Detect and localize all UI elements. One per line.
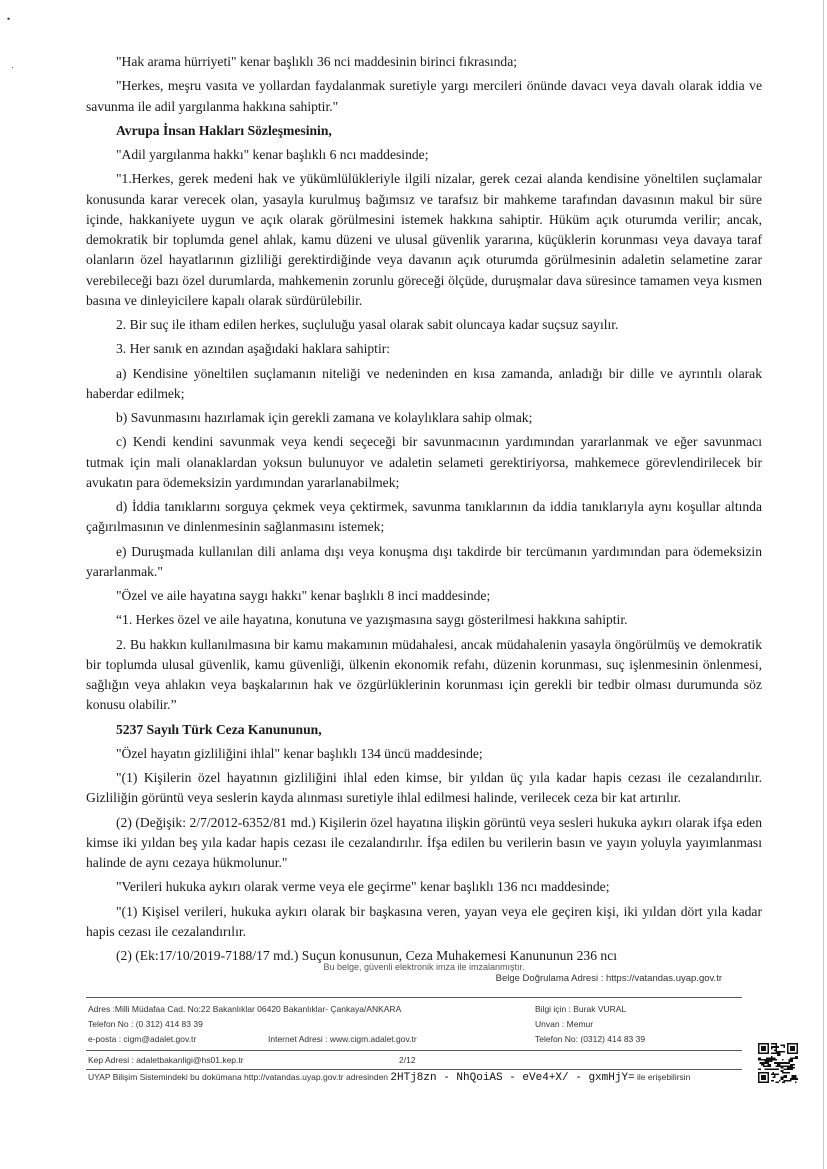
paragraph: c) Kendi kendini savunmak veya kendi seçeceği bir savunmacının yardımından yararlanmak ve eğer savunmacı tutmak için mali olanaklardan yoksun bulunuyor ve adaletin selameti gerektiriyorsa, mahkemece görevlendirilecek bir avukatın para ödemeksizin yardımından yararlanabilmek; <box>86 434 762 490</box>
footer-rule-top <box>86 997 742 998</box>
footer-info-phone: Telefon No: (0312) 414 83 39 <box>535 1034 646 1044</box>
paragraph: "Herkes, meşru vasıta ve yollardan faydalanmak suretiyle yargı mercileri önünde davacı veya davalı olarak iddia ve savunma ile adil yargılanma hakkına sahiptir." <box>86 78 762 114</box>
signature-block <box>86 962 762 984</box>
uyap-line <box>88 1072 690 1084</box>
paragraph: (2) (Değişik: 2/7/2012-6352/81 md.) Kişilerin özel hayatına ilişkin görüntü veya sesleri hukuka aykırı olarak ifşa eden kimse iki yıldan beş yıla kadar hapis cezası ile cezalandırılır. İfşa edilen bu verilerin basın ve yayın yoluyla yayımlanması halinde de aynı cezaya hükmolunur." <box>86 814 762 870</box>
footer-rule-bottom <box>86 1069 742 1070</box>
paragraph: "(1) Kişilerin özel hayatının gizliliğini ihlal eden kimse, bir yıldan üç yıla kadar hapis cezası ile cezalandırılır. Gizliliğin görüntü veya seslerin kayda alınması suretiyle ihlal edilmesi halinde, verilecek ceza bir kat artırılır. <box>86 770 762 806</box>
paragraph: 2. Bu hakkın kullanılmasına bir kamu makamının müdahalesi, ancak müdahalenin yasayla öngörülmüş ve demokratik bir toplumda ulusal güvenlik, kamu güvenliği, ülkenin ekonomik refahı, düzenin korunması, suç işlenmesinin önlenmesi, sağlığın veya ahlakın veya başkalarının hak ve özgürlüklerinin korunması için gerekli bir tedbir olması durumunda söz konusu olabilir.” <box>86 636 762 713</box>
page-number: 2/12 <box>399 1055 416 1065</box>
section-heading: Avrupa İnsan Hakları Sözleşmesinin, <box>116 122 332 138</box>
uyap-prefix: UYAP Bilişim Sistemindeki bu dokümana http://vatandas.uyap.gov.tr adresinden <box>88 1072 389 1082</box>
footer-phone: Telefon No : (0 312) 414 83 39 <box>88 1019 203 1029</box>
paragraph: “1. Herkes özel ve aile hayatına, konutuna ve yazışmasına saygı gösterilmesi hakkına sahiptir. <box>116 612 628 628</box>
footer-kep: Kep Adresi : adaletbakanligi@hs01.kep.tr <box>88 1055 244 1065</box>
footer-email: e-posta : cigm@adalet.gov.tr <box>88 1034 197 1044</box>
paragraph: "Adil yargılanma hakkı" kenar başlıklı 6 ncı maddesinde; <box>116 147 429 162</box>
paragraph: b) Savunmasını hazırlamak için gerekli zamana ve kolaylıklara sahip olmak; <box>116 410 533 425</box>
paragraph: 2. Bir suç ile itham edilen herkes, suçluluğu yasal olarak sabit oluncaya kadar suçsuz sayılır. <box>116 317 619 332</box>
scan-speck: • <box>7 14 11 24</box>
paragraph: (2) (Ek:17/10/2019-7188/17 md.) Suçun konusunun, Ceza Muhakemesi Kanununun 236 ncı <box>116 948 618 963</box>
document-body <box>86 52 762 970</box>
paragraph: a) Kendisine yöneltilen suçlamanın niteliği ve nedeninden en kısa zamanda, anladığı bir dille ve ayrıntılı olarak haberdar edilmek; <box>86 365 762 401</box>
footer-rule-mid <box>86 1050 742 1051</box>
verify-address: Belge Doğrulama Adresi : https://vatandas.uyap.gov.tr <box>495 973 722 984</box>
signed-note: Bu belge, güvenli elektronik imza ile imzalanmıştır. <box>323 962 525 972</box>
footer-info-title: Unvan : Memur <box>535 1019 594 1029</box>
footer-info-person: Bilgi için : Burak VURAL <box>535 1004 627 1014</box>
paragraph: d) İddia tanıklarını sorguya çekmek veya çektirmek, savunma tanıklarının da iddia tanıklarıyla aynı koşullar altında çağırılmasının ve dinlenmesinin sağlanmasını istemek; <box>86 499 762 535</box>
paragraph: "(1) Kişisel verileri, hukuka aykırı olarak bir başkasına veren, yayan veya ele geçiren kişi, iki yıldan dört yıla kadar hapis cezası ile cezalandırılır. <box>86 903 762 939</box>
footer-address: Adres :Milli Müdafaa Cad. No:22 Bakanlıklar 06420 Bakanlıklar- Çankaya/ANKARA <box>88 1004 402 1014</box>
paragraph: "1.Herkes, gerek medeni hak ve yükümlülükleriyle ilgili nizalar, gerek cezai alanda kendisine yöneltilen suçlamalar konusunda karar verecek olan, yasayla kurulmuş bağımsız ve tarafsız bir mahkeme tarafından davasının makul bir süre içinde, hakkaniyete uygun ve açık olarak görülmesini istemek hakkına sahiptir. Hüküm açık oturumda verilir; ancak, demokratik bir toplumda genel ahlak, kamu düzeni ve ulusal güvenlik yararına, küçüklerin korunması veya davaya taraf olanların özel hayatlarının gizliliği gerektirdiğinde veya davanın açık oturumda görülmesinin adaletin selametine zarar verebileceği bazı özel durumlarda, mahkemenin zorunlu göreceği ölçüde, duruşmalar dava süresince tamamen veya kısmen basına ve dinleyicilere kapalı olarak sürdürülebilir. <box>86 171 762 308</box>
footer-internet: Internet Adresi : www.cigm.adalet.gov.tr <box>268 1034 417 1044</box>
paragraph: "Özel ve aile hayatına saygı hakkı" kenar başlıklı 8 inci maddesinde; <box>116 588 491 603</box>
paragraph: "Verileri hukuka aykırı olarak verme veya ele geçirme" kenar başlıklı 136 ncı maddesinde; <box>116 879 610 895</box>
paragraph: e) Duruşmada kullanılan dili anlama dışı veya konuşma dışı takdirde bir tercümanın yardımından para ödemeksizin yararlanmak." <box>86 543 762 579</box>
paragraph: "Hak arama hürriyeti" kenar başlıklı 36 nci maddesinin birinci fıkrasında; <box>116 54 518 69</box>
paragraph: "Özel hayatın gizliliğini ihlal" kenar başlıklı 134 üncü maddesinde; <box>116 745 483 761</box>
scan-speck: · <box>11 62 14 72</box>
uyap-suffix: ile erişebilirsin <box>637 1072 691 1082</box>
section-heading: 5237 Sayılı Türk Ceza Kanununun, <box>116 721 322 737</box>
paragraph: 3. Her sanık en azından aşağıdaki haklara sahiptir: <box>116 341 391 357</box>
uyap-code: 2HTj8zn - NhQoiAS - eVe4+X/ - gxmHjY= <box>390 1072 635 1084</box>
qr-code-icon <box>758 1043 798 1083</box>
scan-edge <box>823 0 824 1169</box>
